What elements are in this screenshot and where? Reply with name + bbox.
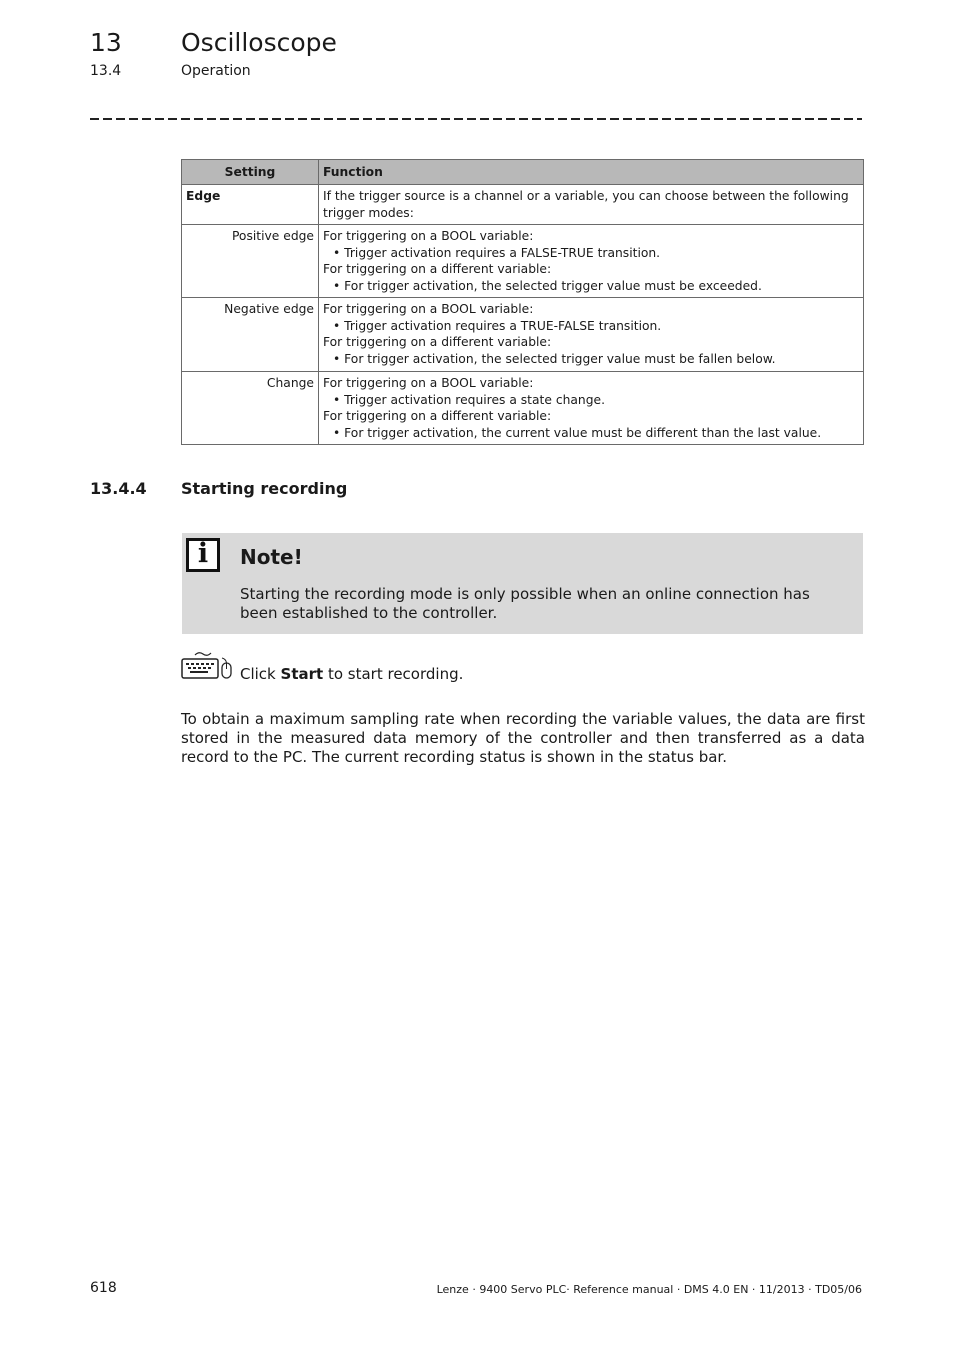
- note-text: Starting the recording mode is only possible when an online connection has been established to the controller.: [240, 585, 810, 622]
- section-number: 13.4: [90, 63, 122, 79]
- keyboard-mouse-icon: [181, 650, 233, 680]
- info-icon: i: [186, 538, 220, 572]
- function-line: For triggering on a BOOL variable:: [323, 376, 534, 390]
- function-bullet: • For trigger activation, the current value must be different than the last value.: [333, 425, 822, 440]
- function-cell: [319, 185, 864, 225]
- function-cell: [319, 225, 864, 298]
- function-line: For triggering on a different variable:: [323, 409, 552, 423]
- function-line: For triggering on a different variable:: [323, 262, 552, 276]
- function-line: If the trigger source is a channel or a variable, you can choose between the following trigger modes:: [323, 189, 849, 220]
- function-bullet: • Trigger activation requires a TRUE-FALSE transition.: [333, 318, 662, 333]
- instruction-suffix: to start recording.: [323, 665, 464, 683]
- subsection-number: 13.4.4: [90, 479, 147, 498]
- header-function: Function: [319, 160, 864, 185]
- trigger-edge-table: [181, 159, 864, 445]
- table-row: [182, 225, 864, 298]
- function-line: For triggering on a BOOL variable:: [323, 229, 534, 243]
- header-dashed-rule: [90, 118, 862, 120]
- body-paragraph: To obtain a maximum sampling rate when recording the variable values, the data are first stored in the measured data memory of the controller and then transferred as a data record to the PC. The current recording status is shown in the status bar.: [181, 710, 865, 766]
- function-bullet: • For trigger activation, the selected trigger value must be fallen below.: [333, 351, 776, 366]
- chapter-number: 13: [90, 28, 122, 57]
- function-bullet: • For trigger activation, the selected trigger value must be exceeded.: [333, 278, 762, 293]
- instruction-text: [240, 665, 463, 683]
- section-title: Operation: [181, 63, 251, 79]
- function-cell: [319, 372, 864, 445]
- setting-cell: Change: [182, 372, 319, 445]
- note-box: [182, 533, 863, 634]
- function-line: For triggering on a BOOL variable:: [323, 302, 534, 316]
- instruction-prefix: Click: [240, 665, 281, 683]
- table-row: [182, 185, 864, 225]
- function-bullet: • Trigger activation requires a FALSE-TRUE transition.: [333, 245, 661, 260]
- subsection-title: Starting recording: [181, 479, 348, 498]
- footer-reference: Lenze · 9400 Servo PLC· Reference manual · DMS 4.0 EN · 11/2013 · TD05/06: [436, 1283, 862, 1296]
- chapter-title: Oscilloscope: [181, 28, 337, 57]
- header-setting: Setting: [182, 160, 319, 185]
- setting-cell: Positive edge: [182, 225, 319, 298]
- setting-cell: Edge: [182, 185, 319, 225]
- setting-cell: Negative edge: [182, 298, 319, 372]
- table-row: [182, 372, 864, 445]
- function-cell: [319, 298, 864, 372]
- page-number: 618: [90, 1280, 117, 1296]
- start-command: Start: [280, 665, 324, 683]
- table-row: [182, 298, 864, 372]
- function-line: For triggering on a different variable:: [323, 335, 552, 349]
- note-title: Note!: [240, 545, 303, 569]
- table-header-row: [182, 160, 864, 185]
- function-bullet: • Trigger activation requires a state change.: [333, 392, 605, 407]
